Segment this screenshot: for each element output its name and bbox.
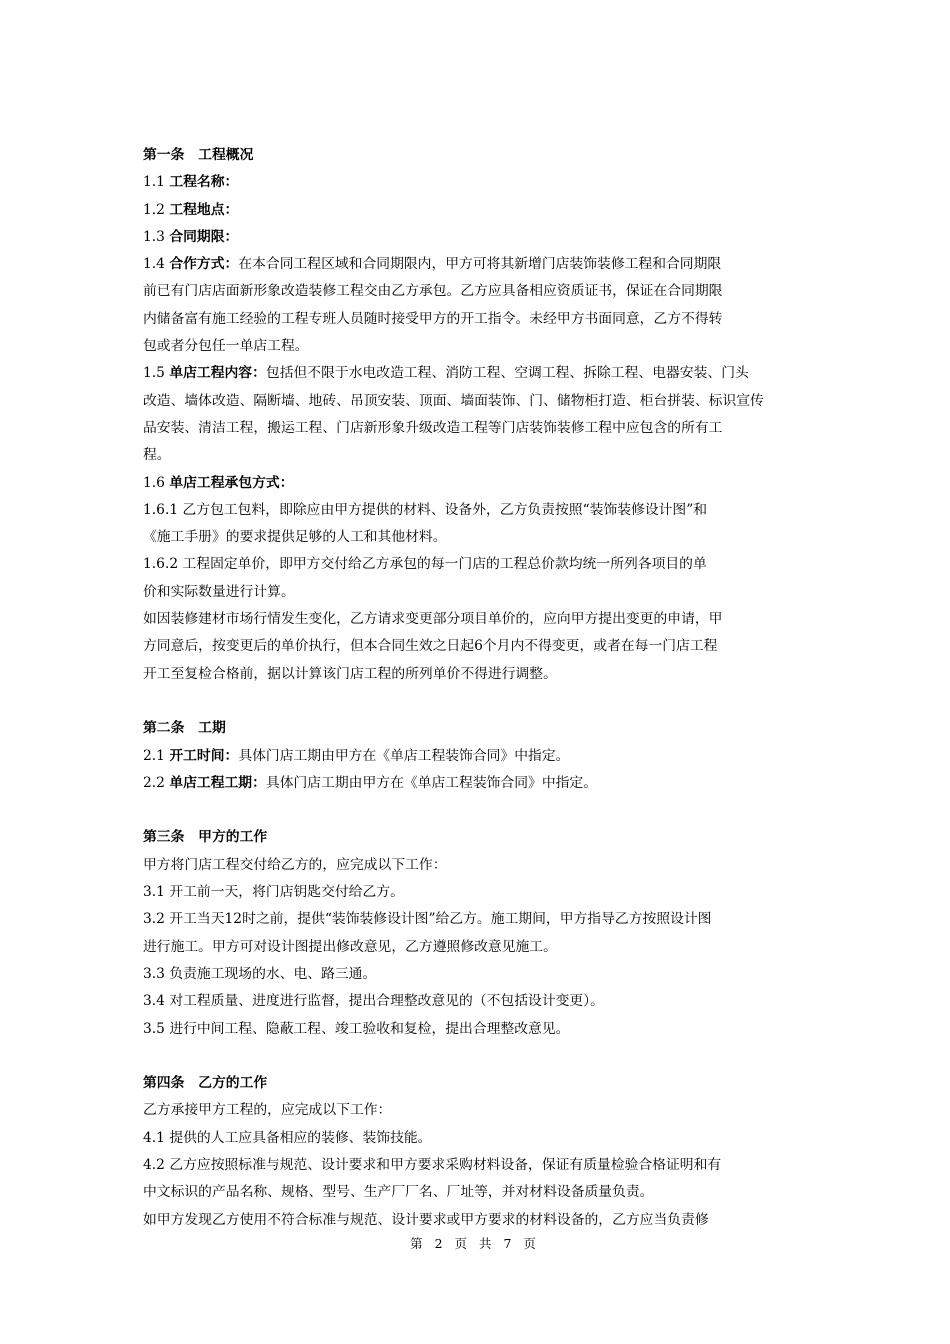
clause-1-4-cont: 包或者分包任一单店工程。 [143,338,309,355]
clause-1-6: 1.6 单店工程承包方式： [143,474,294,491]
paragraph: 如因装修建材市场行情发生变化，乙方请求变更部分项目单价的，应向甲方提出变更的申请，甲 [143,611,723,628]
clause-1-4-cont: 前已有门店店面新形象改造装修工程交由乙方承包。乙方应具备相应资质证书，保证在合同期限 [143,283,723,300]
paragraph: 方同意后，按变更后的单价执行，但本合同生效之日起6个月内不得变更，或者在每一门店工程 [143,638,718,655]
page-footer: 第 2 页 共 7 页 [410,1236,540,1251]
clause-1-5-cont: 程。 [143,447,171,464]
clause-3-2: 3.2 开工当天12时之前，提供“装饰装修设计图”给乙方。施工期间，甲方指导乙方按照设计图 [143,911,712,928]
clause-4-2-cont: 中文标识的产品名称、规格、型号、生产厂厂名、厂址等，并对材料设备质量负责。 [143,1184,654,1201]
clause-2-2: 2.2 单店工程工期：具体门店工期由甲方在《单店工程装饰合同》中指定。 [143,774,598,791]
clause-4-1: 4.1 提供的人工应具备相应的装修、装饰技能。 [143,1129,432,1146]
section-title: 第四条 乙方的工作 [143,1075,268,1092]
clause-2-1: 2.1 开工时间：具体门店工期由甲方在《单店工程装饰合同》中指定。 [143,747,570,764]
clause-1-1: 1.1 工程名称： [143,174,239,191]
paragraph: 如甲方发现乙方使用不符合标准与规范、设计要求或甲方要求的材料设备的，乙方应当负责修 [143,1211,709,1228]
clause-3-4: 3.4 对工程质量、进度进行监督，提出合理整改意见的（不包括设计变更）。 [143,993,604,1010]
clause-3-2-cont: 进行施工。甲方可对设计图提出修改意见，乙方遵照修改意见施工。 [143,938,557,955]
clause-3-3: 3.3 负责施工现场的水、电、路三通。 [143,965,377,982]
clause-1-6-1: 1.6.1 乙方包工包料，即除应由甲方提供的材料、设备外，乙方负责按照“装饰装修设计图”和 [143,501,708,518]
clause-1-5: 1.5 单店工程内容：包括但不限于水电改造工程、消防工程、空调工程、拆除工程、电器安装、门头 [143,365,749,382]
clause-1-4: 1.4 合作方式：在本合同工程区域和合同期限内，甲方可将其新增门店装饰装修工程和合同期限 [143,256,722,273]
clause-3-1: 3.1 开工前一天，将门店钥匙交付给乙方。 [143,884,404,901]
paragraph: 甲方将门店工程交付给乙方的，应完成以下工作： [143,856,447,873]
document-body [143,142,810,1234]
clause-1-4-cont: 内储备富有施工经验的工程专班人员随时接受甲方的开工指令。未经甲方书面同意，乙方不得转 [143,310,723,327]
section-title: 第三条 甲方的工作 [143,829,268,846]
paragraph: 开工至复检合格前，据以计算该门店工程的所列单价不得进行调整。 [143,665,557,682]
clause-3-5: 3.5 进行中间工程、隐蔽工程、竣工验收和复检，提出合理整改意见。 [143,1020,570,1037]
clause-1-3: 1.3 合同期限： [143,228,239,245]
clause-1-6-2-cont: 价和实际数量进行计算。 [143,583,295,600]
section-title: 第一条 工程概况 [143,147,254,163]
paragraph: 乙方承接甲方工程的，应完成以下工作： [143,1102,392,1119]
clause-1-6-2: 1.6.2 工程固定单价，即甲方交付给乙方承包的每一门店的工程总价款均统一所列各项目的单 [143,556,707,573]
clause-1-5-cont: 品安装、清洁工程，搬运工程、门店新形象升级改造工程等门店装饰装修工程中应包含的所有工 [143,419,723,436]
clause-1-6-1-cont: 《施工手册》的要求提供足够的人工和其他材料。 [143,529,447,546]
clause-4-2: 4.2 乙方应按照标准与规范、设计要求和甲方要求采购材料设备，保证有质量检验合格证明和有 [143,1156,722,1173]
clause-1-2: 1.2 工程地点： [143,201,239,218]
clause-1-5-cont: 改造、墙体改造、隔断墙、地砖、吊顶安装、顶面、墙面装饰、门、储物柜打造、柜台拼装、标识宣传 [143,392,764,409]
section-title: 第二条 工期 [143,720,226,737]
